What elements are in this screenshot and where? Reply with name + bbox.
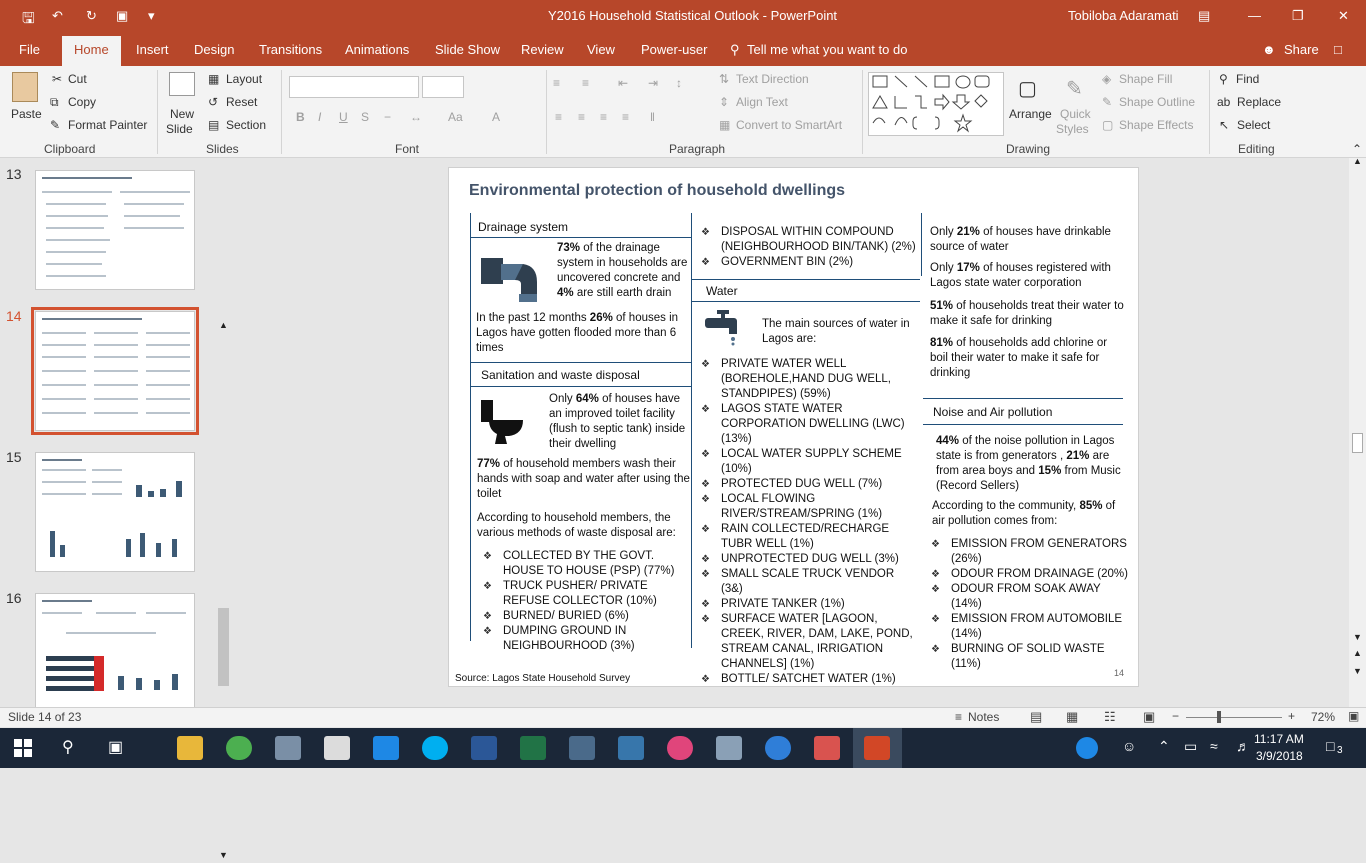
divider — [923, 424, 1123, 425]
list-item: ❖ ODOUR FROM DRAINAGE (20%) — [931, 567, 1131, 582]
window-title: Y2016 Household Statistical Outlook - PowerPoint — [548, 8, 838, 23]
clock-date[interactable]: 3/9/2018 — [1256, 749, 1303, 763]
wifi-icon[interactable]: ≈ — [1210, 738, 1218, 754]
char-spacing-icon[interactable]: ↔ — [410, 110, 422, 124]
tab-home[interactable]: Home — [62, 36, 121, 66]
text-direction-icon: ⇅ — [719, 72, 730, 86]
font-size-input[interactable] — [422, 76, 464, 98]
disposal-continued-list — [701, 225, 917, 270]
restore-icon[interactable]: ❐ — [1292, 8, 1304, 23]
slides-label: Slides — [206, 142, 239, 156]
shape-fill-icon: ◈ — [1102, 72, 1112, 86]
format-painter-icon: ✎ — [50, 118, 61, 132]
editor-scrollbar[interactable] — [1349, 158, 1366, 707]
replace-button[interactable]: Replace — [1237, 95, 1282, 109]
clock-time[interactable]: 11:17 AM — [1254, 732, 1304, 746]
italic-button[interactable]: I — [318, 110, 322, 124]
scroll-down-icon[interactable]: ▼ — [219, 850, 228, 860]
customize-qat-icon[interactable]: ▾ — [148, 8, 155, 23]
slide-counter: Slide 14 of 23 — [8, 710, 82, 724]
water-stat-3: 51% of households treat their water to make it safe for drinking — [930, 300, 1124, 327]
font-label: Font — [395, 142, 420, 156]
previous-slide-icon[interactable]: ▲ — [1353, 648, 1362, 658]
list-item: ❖ PRIVATE TANKER (1%) — [701, 597, 917, 612]
word-icon[interactable] — [471, 736, 497, 760]
tab-view[interactable]: View — [587, 42, 615, 57]
shape-effects-icon: ▢ — [1102, 118, 1114, 132]
zoom-slider[interactable] — [1186, 717, 1282, 718]
separator — [281, 70, 282, 154]
indent-icon[interactable]: ⇤ — [618, 76, 629, 90]
powerpoint-icon[interactable] — [864, 736, 890, 760]
copy-button[interactable]: Copy — [68, 95, 97, 109]
chrome-icon[interactable] — [226, 736, 252, 760]
separator — [546, 70, 547, 154]
paste-button[interactable]: Paste — [11, 107, 42, 121]
layout-icon: ▦ — [208, 72, 220, 86]
calculator-icon[interactable] — [324, 736, 350, 760]
drainage-text-2: In the past 12 months 26% of houses in Lagos have gotten flooded more than 6 times — [476, 312, 679, 354]
slideshow-view-icon[interactable]: ▣ — [1143, 709, 1156, 724]
comments-icon[interactable]: □ — [1334, 42, 1342, 57]
thumb-number: 16 — [6, 590, 22, 606]
select-button[interactable]: Select — [1237, 118, 1271, 132]
taskbar — [0, 728, 1366, 768]
scroll-up-icon[interactable]: ▲ — [219, 320, 228, 330]
list-item: ❖ DISPOSAL WITHIN COMPOUND (NEIGHBOURHOOD BIN/TANK) (2%) — [701, 225, 917, 255]
shape-outline-button[interactable]: Shape Outline — [1119, 95, 1196, 109]
tab-review[interactable]: Review — [521, 42, 564, 57]
snipping-tool-icon[interactable] — [814, 736, 840, 760]
section-button[interactable]: Section — [226, 118, 267, 132]
bullets-icon[interactable]: ≡ — [553, 76, 561, 90]
noise-text-1: 44% of the noise pollution in Lagos state is from generators , 21% are from area boys and 15% from Music (Record Sellers) — [936, 435, 1121, 492]
waste-disposal-list — [483, 549, 689, 654]
columns-icon[interactable]: ‖ — [650, 110, 655, 124]
sanitation-text-3: According to household members, the various methods of waste disposal are: — [477, 512, 676, 539]
help-icon[interactable] — [1076, 737, 1098, 759]
tab-insert[interactable]: Insert — [136, 42, 169, 57]
normal-view-icon[interactable]: ▤ — [1030, 709, 1043, 724]
slide-canvas[interactable] — [448, 167, 1139, 687]
notification-count: 3 — [1337, 745, 1343, 756]
format-painter-button[interactable]: Format Painter — [68, 118, 148, 132]
zoom-in-icon[interactable]: + — [1288, 709, 1296, 723]
list-item: ❖ BURNING OF SOLID WASTE (11%) — [931, 642, 1131, 672]
list-item: ❖ COLLECTED BY THE GOVT. HOUSE TO HOUSE (PSP) (77%) — [483, 549, 689, 579]
source-note: Source: Lagos State Household Survey — [455, 673, 631, 684]
arrange-icon: ▢ — [1018, 78, 1037, 100]
redo-icon[interactable]: ↻ — [86, 8, 97, 23]
editing-label: Editing — [1238, 142, 1275, 156]
tab-transitions[interactable]: Transitions — [259, 42, 323, 57]
select-icon: ↖ — [1219, 118, 1230, 132]
quick-styles-button-2[interactable]: Styles — [1056, 122, 1089, 136]
save-icon[interactable]: 🖫 — [22, 10, 35, 27]
tab-power-user[interactable]: Power-user — [641, 42, 708, 57]
toilet-icon — [479, 396, 529, 446]
zoom-slider-thumb[interactable] — [1217, 711, 1221, 723]
tab-animations[interactable]: Animations — [345, 42, 410, 57]
water-stat-4: 81% of households add chlorine or boil their water to make it safe for drinking — [930, 337, 1108, 379]
excel-icon[interactable] — [520, 736, 546, 760]
next-slide-icon[interactable]: ▼ — [1353, 666, 1362, 676]
list-item: ❖ DUMPING GROUND IN NEIGHBOURHOOD (3%) — [483, 624, 689, 654]
font-name-input[interactable] — [289, 76, 419, 98]
list-item: ❖ UNPROTECTED DUG WELL (3%) — [701, 552, 917, 567]
list-item: ❖ RAIN COLLECTED/RECHARGE TUBR WELL (1%) — [701, 522, 917, 552]
water-tap-icon — [703, 308, 749, 346]
find-icon: ⚲ — [1219, 72, 1228, 86]
people-icon[interactable]: ☺ — [1122, 738, 1137, 754]
shape-effects-button[interactable]: Shape Effects — [1119, 118, 1194, 132]
status-bar — [0, 707, 1366, 727]
close-icon[interactable]: ✕ — [1338, 8, 1349, 23]
new-slide-button-2[interactable]: Slide — [166, 122, 193, 136]
python-icon[interactable] — [618, 736, 644, 760]
windows-start-icon[interactable] — [14, 739, 32, 757]
shapes-gallery-icons — [869, 73, 1003, 135]
water-sources-list — [701, 357, 917, 687]
reset-button[interactable]: Reset — [226, 95, 258, 109]
underline-button[interactable]: U — [339, 110, 348, 124]
section-icon: ▤ — [208, 118, 220, 132]
new-slide-icon[interactable] — [169, 72, 195, 96]
water-stat-1: Only 21% of houses have drinkable source of water — [930, 226, 1111, 253]
tab-design[interactable]: Design — [194, 42, 235, 57]
slide-sorter-icon[interactable]: ▦ — [1066, 709, 1079, 724]
zoom-level[interactable]: 72% — [1311, 710, 1336, 724]
outdent-icon[interactable]: ⇥ — [648, 76, 659, 90]
reading-view-icon[interactable]: ☷ — [1104, 709, 1116, 724]
search-icon[interactable]: ⚲ — [62, 739, 74, 756]
noise-text-2: According to the community, 85% of air pollution comes from: — [932, 500, 1116, 527]
ribbon-display-icon[interactable]: ▤ — [1198, 8, 1211, 23]
teamviewer-icon[interactable] — [765, 736, 791, 760]
align-text-icon: ⇕ — [719, 95, 730, 109]
replace-icon: ab — [1217, 95, 1231, 109]
list-item: ❖ GOVERNMENT BIN (2%) — [701, 255, 917, 270]
collapse-ribbon-icon[interactable]: ⌃ — [1352, 142, 1363, 156]
slide-title: Environmental protection of household dwellings — [469, 182, 846, 199]
monitor-app-icon[interactable] — [716, 736, 742, 760]
convert-smartart-button[interactable]: Convert to SmartArt — [736, 118, 843, 132]
file-explorer-icon[interactable] — [177, 736, 203, 760]
present-icon[interactable]: ▣ — [116, 8, 129, 23]
change-case-icon[interactable]: Aa — [448, 110, 463, 124]
divider — [470, 213, 471, 641]
air-pollution-list — [931, 537, 1131, 672]
divider — [692, 301, 920, 302]
sanitation-text-1: Only 64% of houses have an improved toilet facility (flush to septic tank) inside their dwelling — [549, 393, 686, 450]
scrollbar-thumb[interactable] — [1352, 433, 1363, 453]
align-right-icon[interactable]: ≡ — [600, 110, 608, 124]
sanitation-text-2: 77% of household members wash their hands with soap and water after using the toilet — [477, 458, 690, 500]
cut-button[interactable]: Cut — [68, 72, 87, 86]
list-item: ❖ SURFACE WATER [LAGOON, CREEK, RIVER, DAM, LAKE, POND, STREAM CANAL, IRRIGATION CHANNELS] (1%) — [701, 612, 917, 672]
network-app-icon[interactable] — [569, 736, 595, 760]
tab-file[interactable]: File — [19, 42, 40, 57]
list-item: ❖ SMALL SCALE TRUCK VENDOR (3&) — [701, 567, 917, 597]
bold-button[interactable]: B — [296, 110, 305, 124]
align-left-icon[interactable]: ≡ — [555, 110, 563, 124]
list-item: ❖ LOCAL FLOWING RIVER/STREAM/SPRING (1%) — [701, 492, 917, 522]
list-item: ❖ BOTTLE/ SATCHET WATER (1%) — [701, 672, 917, 687]
arrange-button[interactable]: Arrange — [1009, 107, 1052, 121]
water-intro: The main sources of water in Lagos are: — [762, 318, 910, 345]
undo-icon[interactable]: ↶ — [52, 8, 63, 23]
thumb-number: 15 — [6, 449, 22, 465]
tray-chevron-icon[interactable]: ⌃ — [1158, 738, 1170, 754]
thumb-number: 13 — [6, 166, 22, 182]
noise-header: Noise and Air pollution — [933, 405, 1053, 419]
zoom-out-icon[interactable]: − — [1172, 709, 1180, 723]
justify-icon[interactable]: ≡ — [622, 110, 630, 124]
drainage-pipe-icon — [479, 250, 537, 310]
slide-thumbnail-14[interactable] — [35, 311, 195, 431]
divider — [923, 398, 1123, 399]
reset-icon: ↺ — [208, 95, 219, 109]
find-button[interactable]: Find — [1236, 72, 1260, 86]
app-icon[interactable] — [275, 736, 301, 760]
separator — [1209, 70, 1210, 154]
thumb-number: 14 — [6, 308, 22, 324]
slide-thumbnail-15[interactable] — [35, 452, 195, 572]
lightbulb-icon: ⚲ — [730, 42, 740, 57]
fit-slide-icon[interactable]: ▣ — [1348, 709, 1360, 723]
tab-slide-show[interactable]: Slide Show — [435, 42, 501, 57]
water-header: Water — [706, 284, 738, 298]
numbering-icon[interactable]: ≡ — [582, 76, 590, 90]
quick-styles-button[interactable]: Quick — [1060, 107, 1091, 121]
font-color-icon[interactable]: A — [492, 110, 501, 124]
task-view-icon[interactable]: ▣ — [108, 739, 124, 756]
divider — [470, 386, 691, 387]
notifications-icon[interactable]: □ — [1326, 738, 1335, 754]
list-item: ❖ EMISSION FROM AUTOMOBILE (14%) — [931, 612, 1131, 642]
water-stat-2: Only 17% of houses registered with Lagos state water corporation — [930, 262, 1111, 289]
list-item: ❖ PROTECTED DUG WELL (7%) — [701, 477, 917, 492]
copy-icon: ⧉ — [50, 95, 59, 109]
share-icon: ☻ — [1262, 42, 1276, 57]
smartart-icon: ▦ — [719, 118, 731, 132]
text-direction-button[interactable]: Text Direction — [736, 72, 809, 86]
quick-styles-icon: ✎ — [1066, 78, 1083, 100]
title-bar — [0, 0, 1366, 33]
list-item: ❖ ODOUR FROM SOAK AWAY (14%) — [931, 582, 1131, 612]
layout-button[interactable]: Layout — [226, 72, 263, 86]
drawing-label: Drawing — [1006, 142, 1051, 156]
sanitation-header: Sanitation and waste disposal — [481, 368, 640, 382]
list-item: ❖ LOCAL WATER SUPPLY SCHEME (10%) — [701, 447, 917, 477]
separator — [862, 70, 863, 154]
shapes-gallery[interactable] — [868, 72, 1004, 136]
drainage-text-1: 73% of the drainage system in households are uncovered concrete and 4% are still earth drain — [557, 242, 688, 299]
edge-icon[interactable] — [373, 736, 399, 760]
shadow-button[interactable]: S — [361, 110, 370, 124]
ribbon — [0, 66, 1366, 158]
divider — [470, 362, 691, 363]
clipboard-label: Clipboard — [44, 142, 96, 156]
thumbnails-scrollbar[interactable] — [216, 318, 231, 863]
paragraph-label: Paragraph — [669, 142, 726, 156]
list-item: ❖ PRIVATE WATER WELL (BOREHOLE,HAND DUG WELL, STANDPIPES) (59%) — [701, 357, 917, 402]
skype-icon[interactable] — [422, 736, 448, 760]
drainage-header: Drainage system — [478, 220, 569, 234]
shape-fill-button[interactable]: Shape Fill — [1119, 72, 1173, 86]
divider — [692, 279, 920, 280]
divider — [470, 237, 691, 238]
new-slide-button[interactable]: New — [170, 107, 195, 121]
list-item: ❖ LAGOS STATE WATER CORPORATION DWELLING (LWC) (13%) — [701, 402, 917, 447]
cut-icon: ✂ — [52, 72, 63, 86]
notes-icon: ≡ — [955, 710, 963, 724]
ribbon-tabs — [0, 33, 1366, 66]
list-item: ❖ TRUCK PUSHER/ PRIVATE REFUSE COLLECTOR (10%) — [483, 579, 689, 609]
list-item: ❖ EMISSION FROM GENERATORS (26%) — [931, 537, 1131, 567]
align-center-icon[interactable]: ≡ — [578, 110, 586, 124]
notes-button[interactable]: Notes — [968, 710, 1000, 724]
align-text-button[interactable]: Align Text — [736, 95, 788, 109]
minimize-icon[interactable]: — — [1248, 8, 1261, 23]
tell-me-input[interactable]: Tell me what you want to do — [747, 42, 908, 57]
slide-thumbnail-13[interactable] — [35, 170, 195, 290]
scroll-up-icon[interactable]: ▲ — [1353, 156, 1362, 166]
user-name[interactable]: Tobiloba Adaramati — [1068, 8, 1179, 23]
divider — [921, 213, 922, 276]
scroll-down-icon[interactable]: ▼ — [1353, 632, 1362, 642]
list-item: ❖ BURNED/ BURIED (6%) — [483, 609, 689, 624]
paste-icon[interactable] — [12, 72, 38, 102]
slide-page-number: 14 — [1114, 668, 1125, 678]
share-button[interactable]: Share — [1284, 42, 1319, 57]
slide-thumbnail-16[interactable] — [35, 593, 195, 713]
scrollbar-thumb[interactable] — [218, 608, 229, 686]
separator — [157, 70, 158, 154]
shape-outline-icon: ✎ — [1102, 95, 1113, 109]
line-spacing-icon[interactable]: ↕ — [676, 76, 682, 90]
itunes-icon[interactable] — [667, 736, 693, 760]
volume-icon[interactable]: ♬ — [1236, 738, 1250, 754]
strikethrough-icon[interactable]: − — [384, 110, 392, 124]
battery-icon[interactable]: ▭ — [1184, 738, 1198, 754]
